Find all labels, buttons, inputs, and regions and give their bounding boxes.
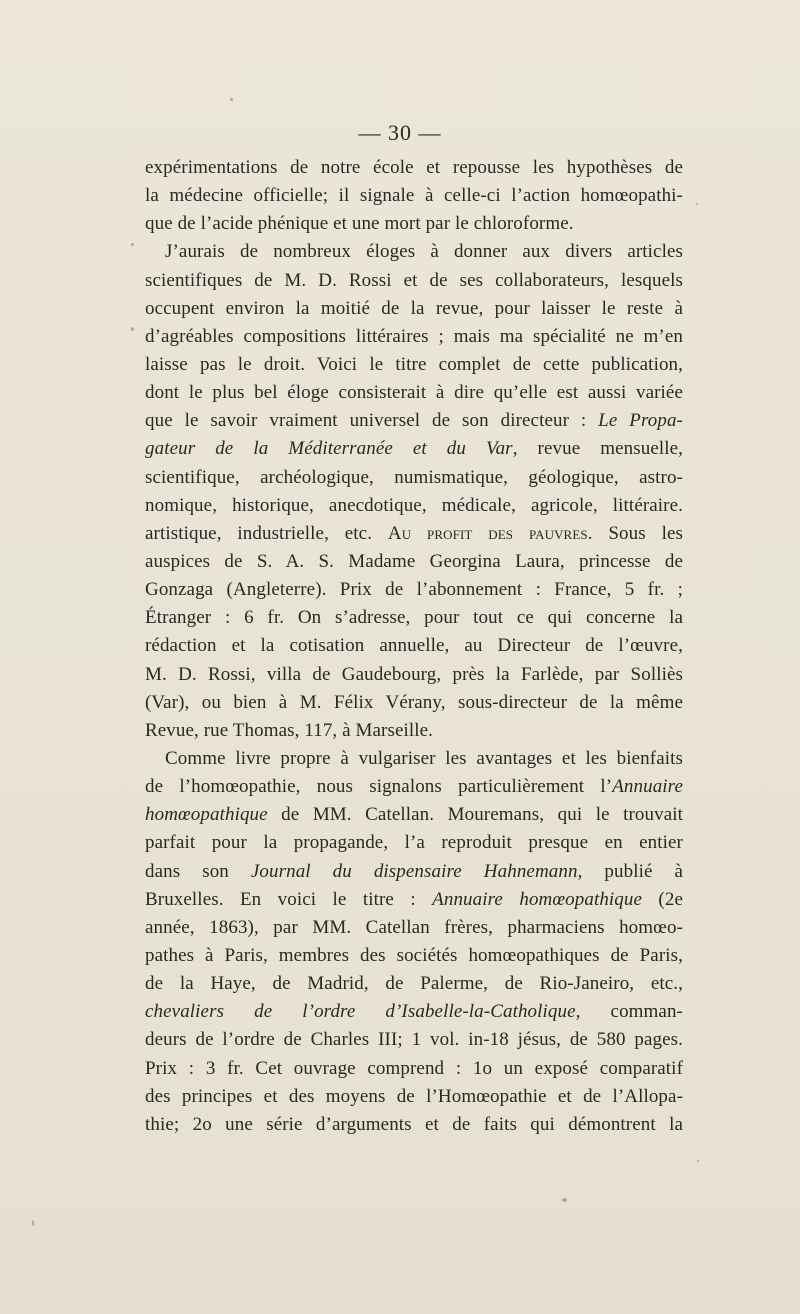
text-line: [145, 773, 683, 801]
text-line: [145, 689, 683, 717]
text-run: des principes et des moyens de l’Homœopathie et de l’Allopa-: [145, 1085, 683, 1107]
text-run: , comman-: [575, 1001, 683, 1023]
italic-text: Journal du dispensaire Hahnemann: [250, 860, 578, 882]
text-run: scientifiques de M. D. Rossi et de ses collaborateurs, lesquels: [145, 269, 683, 291]
text-line: [145, 238, 683, 266]
text-run: Comme livre propre à vulgariser les avantages et les bienfaits: [165, 747, 683, 769]
text-line: [145, 407, 683, 435]
text-line: [145, 492, 683, 520]
text-line: [145, 1083, 683, 1111]
text-line: [145, 464, 683, 492]
text-line: [145, 604, 683, 632]
text-line: [145, 520, 683, 548]
text-run: Étranger : 6 fr. On s’adresse, pour tout ce qui concerne la: [145, 607, 683, 629]
text-run: Gonzaga (Angleterre). Prix de l’abonnement : France, 5 fr. ;: [145, 579, 683, 601]
text-line: [145, 182, 683, 210]
text-line: [145, 661, 683, 689]
text-run: que de l’acide phénique et une mort par le chloroforme.: [145, 213, 574, 235]
text-run: que le savoir vraiment universel de son directeur :: [145, 410, 599, 432]
paper-speck: [131, 327, 134, 331]
text-line: [145, 323, 683, 351]
text-run: Prix : 3 fr. Cet ouvrage comprend : 1o un exposé comparatif: [145, 1057, 683, 1079]
text-run: dans son: [145, 860, 251, 882]
text-line: [145, 717, 683, 745]
text-line: [145, 1111, 683, 1139]
text-run: année, 1863), par MM. Catellan frères, pharmaciens homœo-: [145, 916, 683, 938]
italic-text: homœopathique: [145, 804, 268, 826]
small-caps-text: Au profit des pauvres: [387, 522, 588, 544]
italic-text: Annuaire homœopathique: [432, 888, 643, 910]
text-run: deurs de l’ordre de Charles III; 1 vol. in-18 jésus, de 580 pages.: [145, 1029, 683, 1051]
text-line: [145, 829, 683, 857]
paper-speck: [696, 203, 698, 205]
text-line: [145, 801, 683, 829]
text-line: [145, 379, 683, 407]
text-run: de la Haye, de Madrid, de Palerme, de Rio-Janeiro, etc.,: [145, 973, 683, 995]
text-run: J’aurais de nombreux éloges à donner aux divers articles: [165, 241, 683, 263]
text-line: [145, 267, 683, 295]
paper-speck: [230, 98, 233, 101]
paper-speck: [562, 1198, 567, 1202]
text-run: M. D. Rossi, villa de Gaudebourg, près la Farlède, par Solliès: [145, 663, 683, 685]
paper-speck: [131, 243, 134, 246]
text-line: [145, 1026, 683, 1054]
text-line: [145, 154, 683, 182]
text-run: d’agréables compositions littéraires ; mais ma spécialité ne m’en: [145, 325, 683, 347]
text-line: [145, 970, 683, 998]
text-run: , revue mensuelle,: [512, 438, 683, 460]
italic-text: Annuaire: [612, 776, 683, 798]
text-line: [145, 942, 683, 970]
text-line: [145, 745, 683, 773]
text-run: artistique, industrielle, etc.: [145, 522, 388, 544]
text-line: [145, 858, 683, 886]
paper-speck: [697, 1160, 699, 1162]
text-line: [145, 998, 683, 1026]
text-line: [145, 435, 683, 463]
text-run: dont le plus bel éloge consisterait à dire qu’elle est aussi variée: [145, 382, 683, 404]
text-run: Revue, rue Thomas, 117, à Marseille.: [145, 719, 433, 741]
text-run: de l’homœopathie, nous signalons particulièrement l’: [145, 776, 613, 798]
text-run: parfait pour la propagande, l’a reproduit presque en entier: [145, 832, 683, 854]
text-run: de MM. Catellan. Mouremans, qui le trouvait: [267, 804, 683, 826]
text-run: rédaction et la cotisation annuelle, au Directeur de l’œuvre,: [145, 635, 683, 657]
italic-text: chevaliers de l’ordre d’Isabelle-la-Catholique: [145, 1001, 576, 1023]
body-text: [145, 154, 683, 1139]
text-run: auspices de S. A. S. Madame Georgina Laura, princesse de: [145, 550, 683, 572]
text-run: Bruxelles. En voici le titre :: [145, 888, 433, 910]
text-run: pathes à Paris, membres des sociétés homœopathiques de Paris,: [145, 944, 683, 966]
text-run: laisse pas le droit. Voici le titre complet de cette publication,: [145, 353, 683, 375]
paper-speck: [32, 1220, 34, 1226]
text-line: [145, 914, 683, 942]
text-line: [145, 548, 683, 576]
text-run: thie; 2o une série d’arguments et de faits qui démontrent la: [145, 1113, 683, 1135]
text-line: [145, 295, 683, 323]
text-line: [145, 351, 683, 379]
text-run: expérimentations de notre école et repousse les hypothèses de: [145, 157, 683, 178]
text-run: nomique, historique, anecdotique, médicale, agricole, littéraire.: [145, 494, 683, 516]
text-run: , publié à: [577, 860, 683, 882]
text-line: [145, 886, 683, 914]
text-run: (2e: [642, 888, 683, 910]
text-line: [145, 632, 683, 660]
text-run: . Sous les: [587, 522, 683, 544]
text-run: scientifique, archéologique, numismatique, géologique, astro-: [145, 466, 683, 488]
text-run: (Var), ou bien à M. Félix Vérany, sous-directeur de la même: [145, 691, 683, 713]
italic-text: gateur de la Méditerranée et du Var: [145, 438, 513, 460]
text-line: [145, 210, 683, 238]
text-run: occupent environ la moitié de la revue, pour laisser le reste à: [145, 297, 683, 319]
text-run: la médecine officielle; il signale à celle-ci l’action homœopathi-: [145, 185, 683, 207]
text-line: [145, 576, 683, 604]
italic-text: Le Propa-: [598, 410, 683, 432]
text-line: [145, 1055, 683, 1083]
page-number: — 30 —: [358, 120, 442, 145]
